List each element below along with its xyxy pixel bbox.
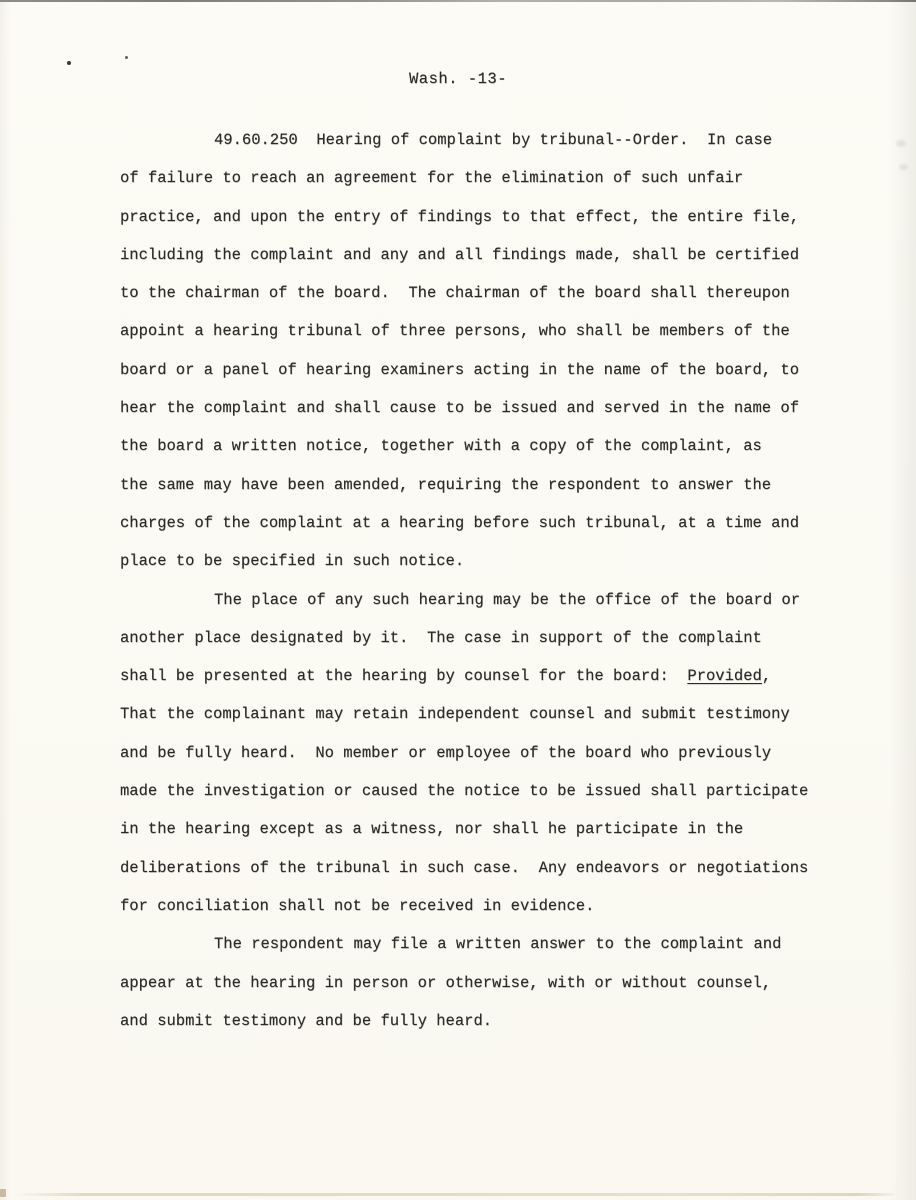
document-line [120, 351, 846, 389]
text-segment: That the complainant may retain independent counsel and submit testimony [120, 705, 790, 724]
text-segment: appoint a hearing tribunal of three persons, who shall be members of the [120, 322, 790, 341]
text-segment: practice, and upon the entry of findings to that effect, the entire file, [120, 207, 800, 226]
text-segment: the same may have been amended, requiring the respondent to answer the [120, 475, 772, 494]
document-line [120, 887, 846, 925]
text-segment: to the chairman of the board. The chairman of the board shall thereupon [120, 284, 790, 303]
document-line [120, 925, 846, 963]
document-line [120, 236, 846, 274]
document-line [120, 734, 846, 772]
document-line [120, 198, 846, 236]
page-header: Wash. -13- [408, 70, 507, 88]
document-line [120, 542, 846, 580]
document-line [120, 427, 846, 465]
document-body [120, 121, 846, 1040]
text-segment: of failure to reach an agreement for the elimination of such unfair [120, 169, 744, 188]
text-segment: charges of the complaint at a hearing before such tribunal, at a time and [120, 513, 800, 532]
text-segment: another place designated by it. The case in support of the complaint [120, 628, 762, 647]
document-line [120, 389, 846, 427]
document-line [120, 810, 846, 848]
document-line [120, 581, 846, 619]
underlined-text: Provided [687, 667, 762, 686]
document-line [120, 159, 846, 197]
text-segment: hear the complaint and shall cause to be issued and served in the name of [120, 399, 800, 418]
text-segment: the board a written notice, together with a copy of the complaint, as [120, 437, 762, 456]
text-segment: shall be presented at the hearing by counsel for the board: [120, 667, 688, 686]
scan-bottom-edge-artifact [14, 1193, 894, 1196]
document-line [120, 466, 846, 504]
document-line [120, 964, 846, 1002]
document-line [120, 772, 846, 810]
ink-speck [125, 56, 128, 59]
text-segment: The place of any such hearing may be the office of the board or [214, 590, 800, 609]
document-line [120, 1002, 846, 1040]
text-segment: , [761, 667, 772, 686]
scan-smudge [896, 140, 906, 147]
text-segment: The respondent may file a written answer to the complaint and [214, 935, 782, 954]
document-line [120, 849, 846, 887]
text-segment: in the hearing except as a witness, nor shall he participate in the [120, 820, 744, 839]
document-line [120, 657, 846, 695]
scan-corner-artifact [0, 1189, 6, 1197]
ink-speck [67, 61, 71, 65]
text-segment: 49.60.250 Hearing of complaint by tribunal--Order. In case [214, 131, 773, 149]
document-line [120, 121, 846, 159]
scan-smudge [899, 164, 908, 170]
document-line [120, 312, 846, 350]
text-segment: place to be specified in such notice. [120, 552, 465, 571]
text-segment: for conciliation shall not be received in evidence. [120, 896, 595, 915]
document-line [120, 274, 846, 312]
text-segment: and be fully heard. No member or employee of the board who previously [120, 743, 772, 762]
document-line [120, 695, 846, 733]
document-line [120, 619, 846, 657]
text-segment: board or a panel of hearing examiners acting in the name of the board, to [120, 360, 800, 379]
text-segment: appear at the hearing in person or otherwise, with or without counsel, [120, 973, 772, 992]
text-segment: made the investigation or caused the notice to be issued shall participate [120, 782, 809, 801]
text-segment: including the complaint and any and all findings made, shall be certified [120, 245, 800, 264]
text-segment: deliberations of the tribunal in such case. Any endeavors or negotiations [120, 858, 809, 877]
text-segment: and submit testimony and be fully heard. [120, 1011, 493, 1030]
scan-top-edge-artifact [0, 0, 916, 2]
document-line [120, 504, 846, 542]
